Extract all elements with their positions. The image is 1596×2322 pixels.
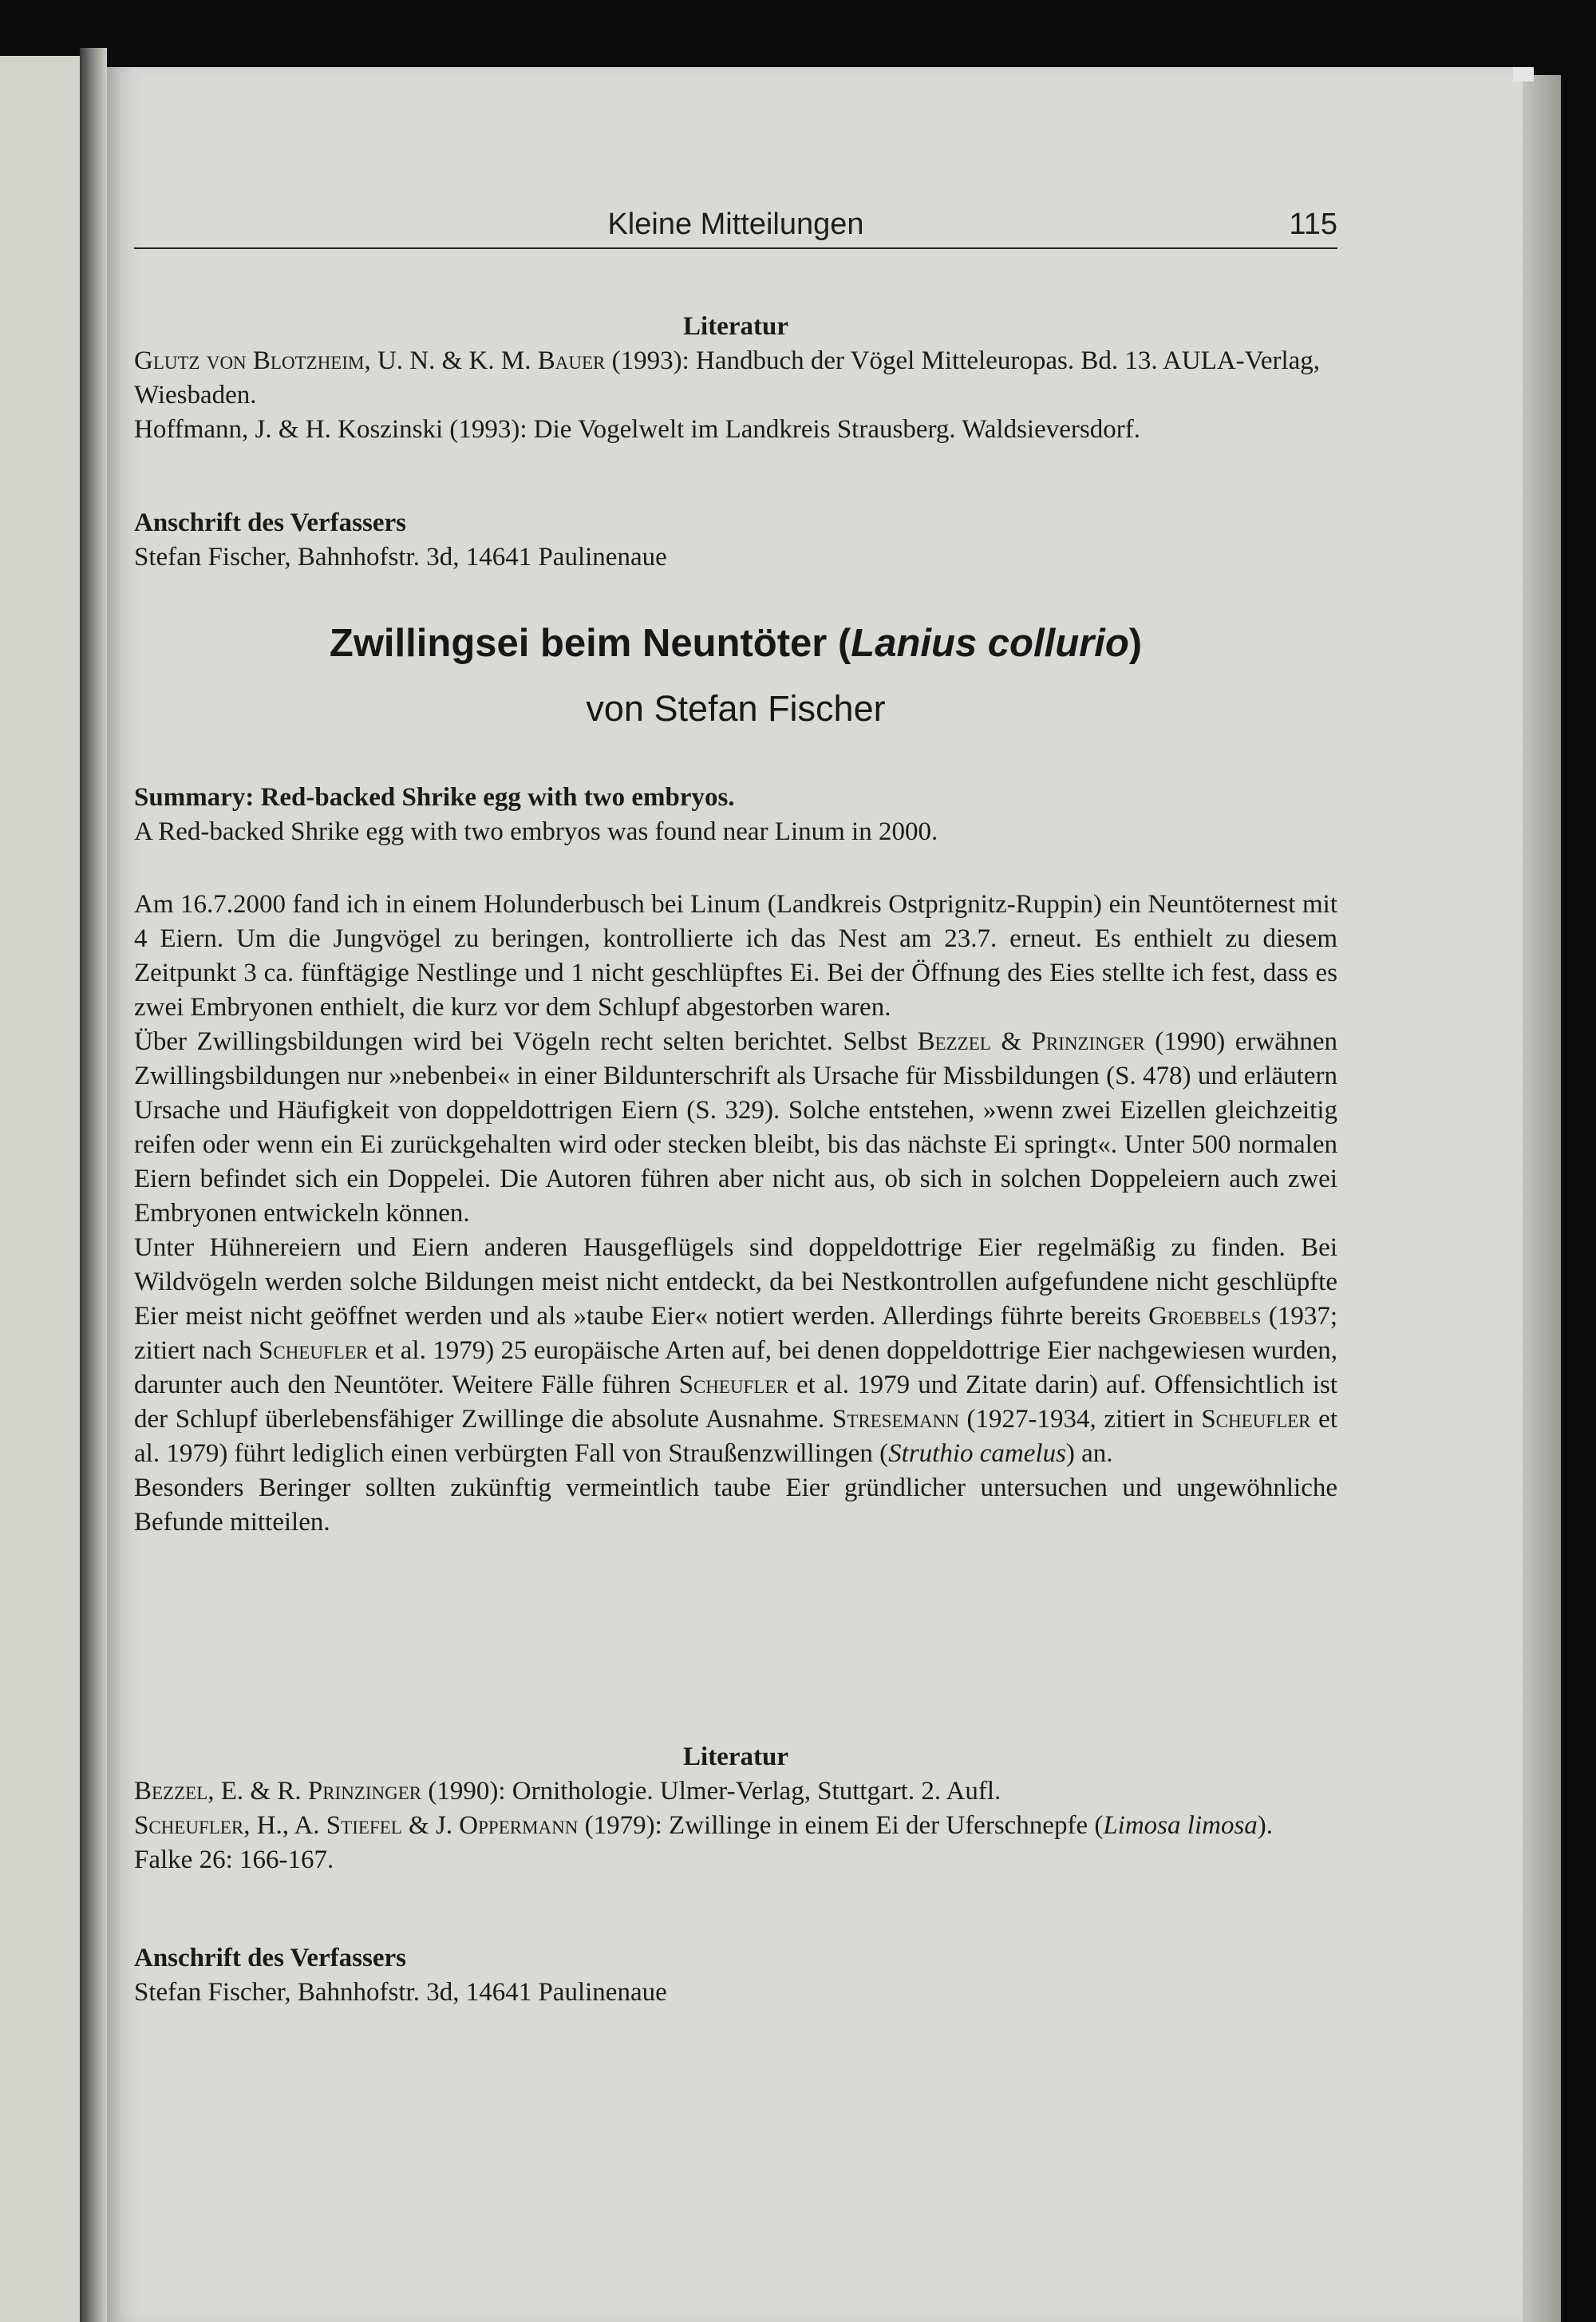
reference-text: Hoffmann, J. & H. Koszinski (1993): Die Vogelwelt im Landkreis Strausberg. Waldsieversdorf.	[134, 415, 1140, 444]
running-header	[134, 200, 1337, 249]
species-name: Struthio camelus	[888, 1439, 1066, 1468]
article-body	[134, 888, 1337, 1540]
reference-1	[134, 1774, 1337, 1809]
article-title-main: Zwillingsei beim Neuntöter (	[329, 622, 851, 665]
text-run: et al. 1979 und Zitate darin) auf. Offensichtlich ist der Schlupf überlebensfähiger Zwillinge die absolute Ausnahme.	[134, 1371, 1337, 1434]
reference-text: (1979): Zwillinge in einem Ei der Uferschnepfe (	[578, 1811, 1104, 1840]
cited-author: Scheufler	[678, 1371, 788, 1399]
reference-2	[134, 1809, 1337, 1877]
cited-author: Scheufler	[259, 1336, 369, 1365]
text-run: ) an.	[1065, 1439, 1113, 1468]
running-title: Kleine Mitteilungen	[607, 208, 864, 241]
text-run: (1990) erwähnen Zwillingsbildungen nur »nebenbei« in einer Bildunterschrift als Ursache für Missbildungen (S. 478) und erläutern Ursache und Häufigkeit von doppeldottrigen Eiern (S. 329). Solche entstehen, »wenn zwei Eizellen gleichzeitig reifen oder wenn ein Ei zurückgehalten wird oder stecken bleibt, bis das nächste Ei springt«. Unter 500 normalen Eiern befindet sich ein Doppelei. Die Autoren führen aber nicht aus, ob sich in solchen Doppeleiern auch zwei Embryonen entwickeln können.	[134, 1027, 1337, 1228]
article-author: von Stefan Fischer	[586, 688, 886, 729]
reference-text: (1990): Ornithologie. Ulmer-Verlag, Stuttgart. 2. Aufl.	[421, 1777, 1001, 1806]
prev-reference-2	[134, 413, 1337, 447]
cited-author: Scheufler	[1201, 1405, 1311, 1434]
species-name: Limosa limosa	[1103, 1811, 1258, 1840]
cited-author: Bezzel & Prinzinger	[917, 1027, 1145, 1056]
article-title	[134, 621, 1337, 666]
prev-address-text: Stefan Fischer, Bahnhofstr. 3d, 14641 Paulinenaue	[134, 543, 667, 572]
reference-text: ). Falke 26: 166-167.	[134, 1811, 1274, 1874]
prev-reference-1	[134, 344, 1337, 413]
stacked-page-edges	[1523, 75, 1561, 2322]
reference-authors: Bezzel, E. & R. Prinzinger	[134, 1777, 422, 1806]
address-text: Stefan Fischer, Bahnhofstr. 3d, 14641 Paulinenaue	[134, 1978, 667, 2007]
prev-address-section	[134, 506, 1337, 575]
literature-heading: Literatur	[683, 1742, 788, 1771]
summary-heading: Summary: Red-backed Shrike egg with two embryos.	[134, 783, 735, 812]
address-heading: Anschrift des Verfassers	[134, 1944, 406, 1972]
summary-section	[134, 781, 1337, 849]
text-run: et al. 1979) 25 europäische Arten auf, bei denen doppeldottrige Eier nachgewiesen wurden, darunter auch den Neuntöter. Weitere Fälle führen	[134, 1336, 1337, 1399]
text-run: Über Zwillingsbildungen wird bei Vögeln recht selten berichtet. Selbst	[134, 1027, 918, 1056]
text-run: (1937; zitiert nach	[134, 1302, 1337, 1365]
text-run: et al. 1979) führt lediglich einen verbürgten Fall von Straußenzwillingen (	[134, 1405, 1337, 1468]
text-run: Unter Hühnereiern und Eiern anderen Hausgeflügels sind doppeldottrige Eier regelmäßig zu finden. Bei Wildvögeln werden solche Bildungen meist nicht entdeckt, da bei Nestkontrollen aufgefundene nicht geschlüpfte Eier meist nicht geöffnet werden und als »taube Eier« notiert werden. Allerdings führte bereits	[134, 1233, 1337, 1331]
prev-literature-heading: Literatur	[683, 312, 788, 341]
prev-address-heading: Anschrift des Verfassers	[134, 508, 406, 537]
scan-background-top	[0, 0, 1596, 51]
prev-literature-section	[134, 310, 1337, 447]
body-paragraph-4: Besonders Beringer sollten zukünftig vermeintlich taube Eier gründlicher untersuchen und ungewöhnliche Befunde mitteilen.	[134, 1474, 1337, 1537]
reference-authors: Scheufler, H., A. Stiefel & J. Oppermann	[134, 1811, 579, 1840]
address-section	[134, 1941, 1337, 2010]
text-run: (1927-1934, zitiert in	[958, 1405, 1202, 1434]
body-paragraph-3	[134, 1231, 1337, 1471]
page-tab-marker	[1513, 67, 1534, 81]
literature-section	[134, 1740, 1337, 1877]
article-title-species: Lanius collurio	[851, 622, 1129, 665]
gutter-shadow	[80, 48, 107, 2322]
left-page-edge	[0, 56, 80, 2322]
reference-authors: Glutz von Blotzheim, U. N. & K. M. Bauer	[134, 346, 606, 375]
summary-text: A Red-backed Shrike egg with two embryos was found near Linum in 2000.	[134, 817, 938, 846]
reference-text: (1993): Handbuch der Vögel Mitteleuropas. Bd. 13. AULA-Verlag, Wiesbaden.	[134, 346, 1321, 409]
article-title-close: )	[1128, 622, 1143, 665]
cited-author: Stresemann	[832, 1405, 959, 1434]
body-paragraph-1: Am 16.7.2000 fand ich in einem Holunderbusch bei Linum (Landkreis Ostprignitz-Ruppin) ein Neuntöternest mit 4 Eiern. Um die Jungvögel zu beringen, kontrollierte ich das Nest am 23.7. erneut. Es enthielt zu diesem Zeitpunkt 3 ca. fünftägige Nestlinge und 1 nicht geschlüpftes Ei. Bei der Öffnung des Eies stellte ich fest, dass es zwei Embryonen enthielt, die kurz vor dem Schlupf abgestorben waren.	[134, 890, 1337, 1022]
body-paragraph-2	[134, 1025, 1337, 1231]
cited-author: Groebbels	[1148, 1302, 1262, 1331]
page-number: 115	[1289, 208, 1337, 241]
